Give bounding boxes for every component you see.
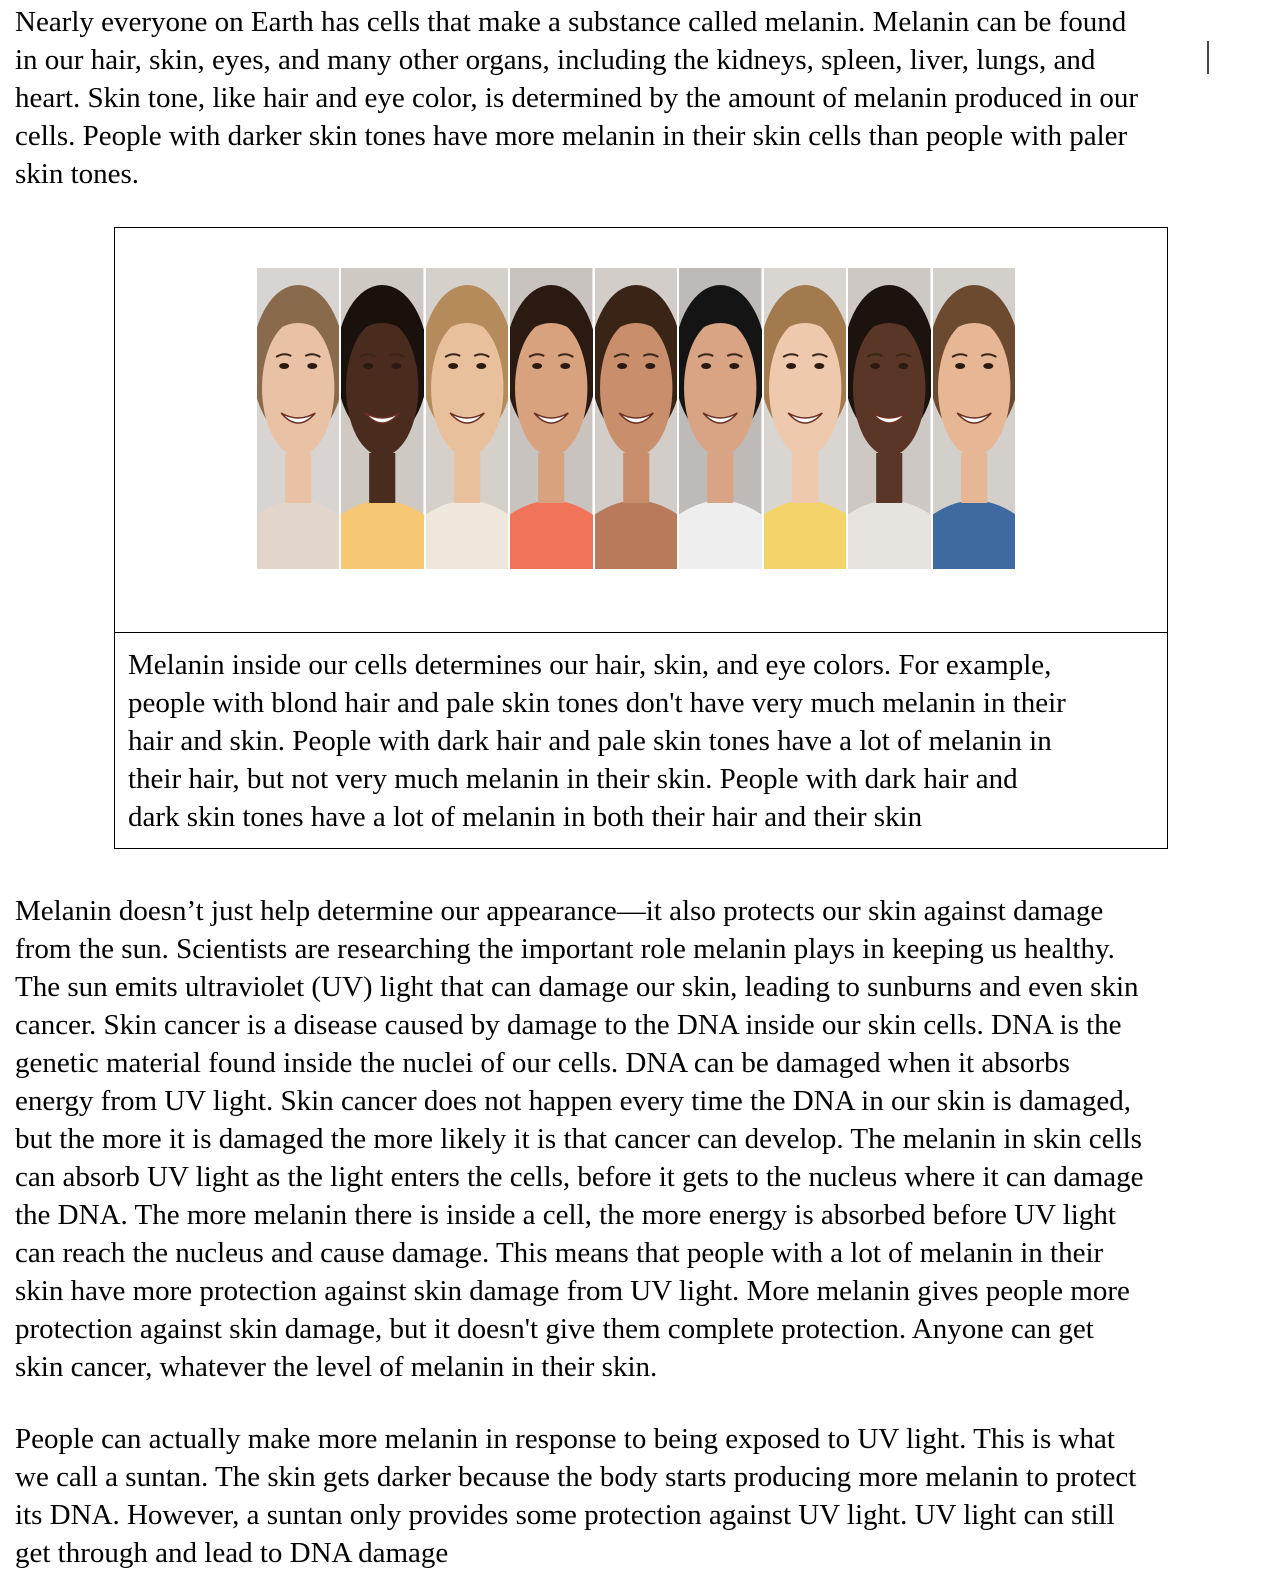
portrait-strip-image bbox=[257, 268, 1015, 569]
portrait-panel bbox=[679, 268, 761, 569]
suntan-paragraph: People can actually make more melanin in response to being exposed to UV light. This is what we call a suntan. The skin gets darker because the body starts producing more melanin to protect its DNA. However, a suntan only provides some protection against UV light. UV light can still get through and lead to DNA damage bbox=[15, 1423, 1137, 1569]
figure-box bbox=[114, 227, 1168, 849]
text-cursor bbox=[1207, 41, 1209, 74]
portrait-panel bbox=[595, 268, 677, 569]
portrait-panel bbox=[341, 268, 423, 569]
portrait-panel bbox=[426, 268, 508, 569]
figure-image-area bbox=[115, 228, 1167, 633]
portrait-panel bbox=[848, 268, 930, 569]
portrait-panel bbox=[510, 268, 592, 569]
portrait-panel bbox=[257, 268, 339, 569]
portrait-panel bbox=[933, 268, 1015, 569]
portrait-panel bbox=[764, 268, 846, 569]
figure-caption: Melanin inside our cells determines our hair, skin, and eye colors. For example, people with blond hair and pale skin tones don't have very much melanin in their hair and skin. People with dark hair and pale skin tones have a lot of melanin in their hair, but not very much melanin in their skin. People with dark hair and dark skin tones have a lot of melanin in both their hair and their skin bbox=[128, 649, 1066, 833]
protection-paragraph: Melanin doesn’t just help determine our appearance—it also protects our skin against damage from the sun. Scientists are researching the important role melanin plays in keeping us healthy. The sun emits ultraviolet (UV) light that can damage our skin, leading to sunburns and even skin cancer. Skin cancer is a disease caused by damage to the DNA inside our skin cells. DNA is the genetic material found inside the nuclei of our cells. DNA can be damaged when it absorbs energy from UV light. Skin cancer does not happen every time the DNA in our skin is damaged, but the more it is damaged the more likely it is that cancer can develop. The melanin in skin cells can absorb UV light as the light enters the cells, before it gets to the nucleus where it can damage the DNA. The more melanin there is inside a cell, the more energy is absorbed before UV light can reach the nucleus and cause damage. This means that people with a lot of melanin in their skin have more protection against skin damage from UV light. More melanin gives people more protection against skin damage, but it doesn't give them complete protection. Anyone can get skin cancer, whatever the level of melanin in their skin. bbox=[15, 895, 1144, 1383]
intro-paragraph: Nearly everyone on Earth has cells that make a substance called melanin. Melanin can be found in our hair, skin, eyes, and many other organs, including the kidneys, spleen, liver, lungs, and heart. Skin tone, like hair and eye color, is determined by the amount of melanin produced in our cells. People with darker skin tones have more melanin in their skin cells than people with paler skin tones. bbox=[15, 6, 1139, 190]
